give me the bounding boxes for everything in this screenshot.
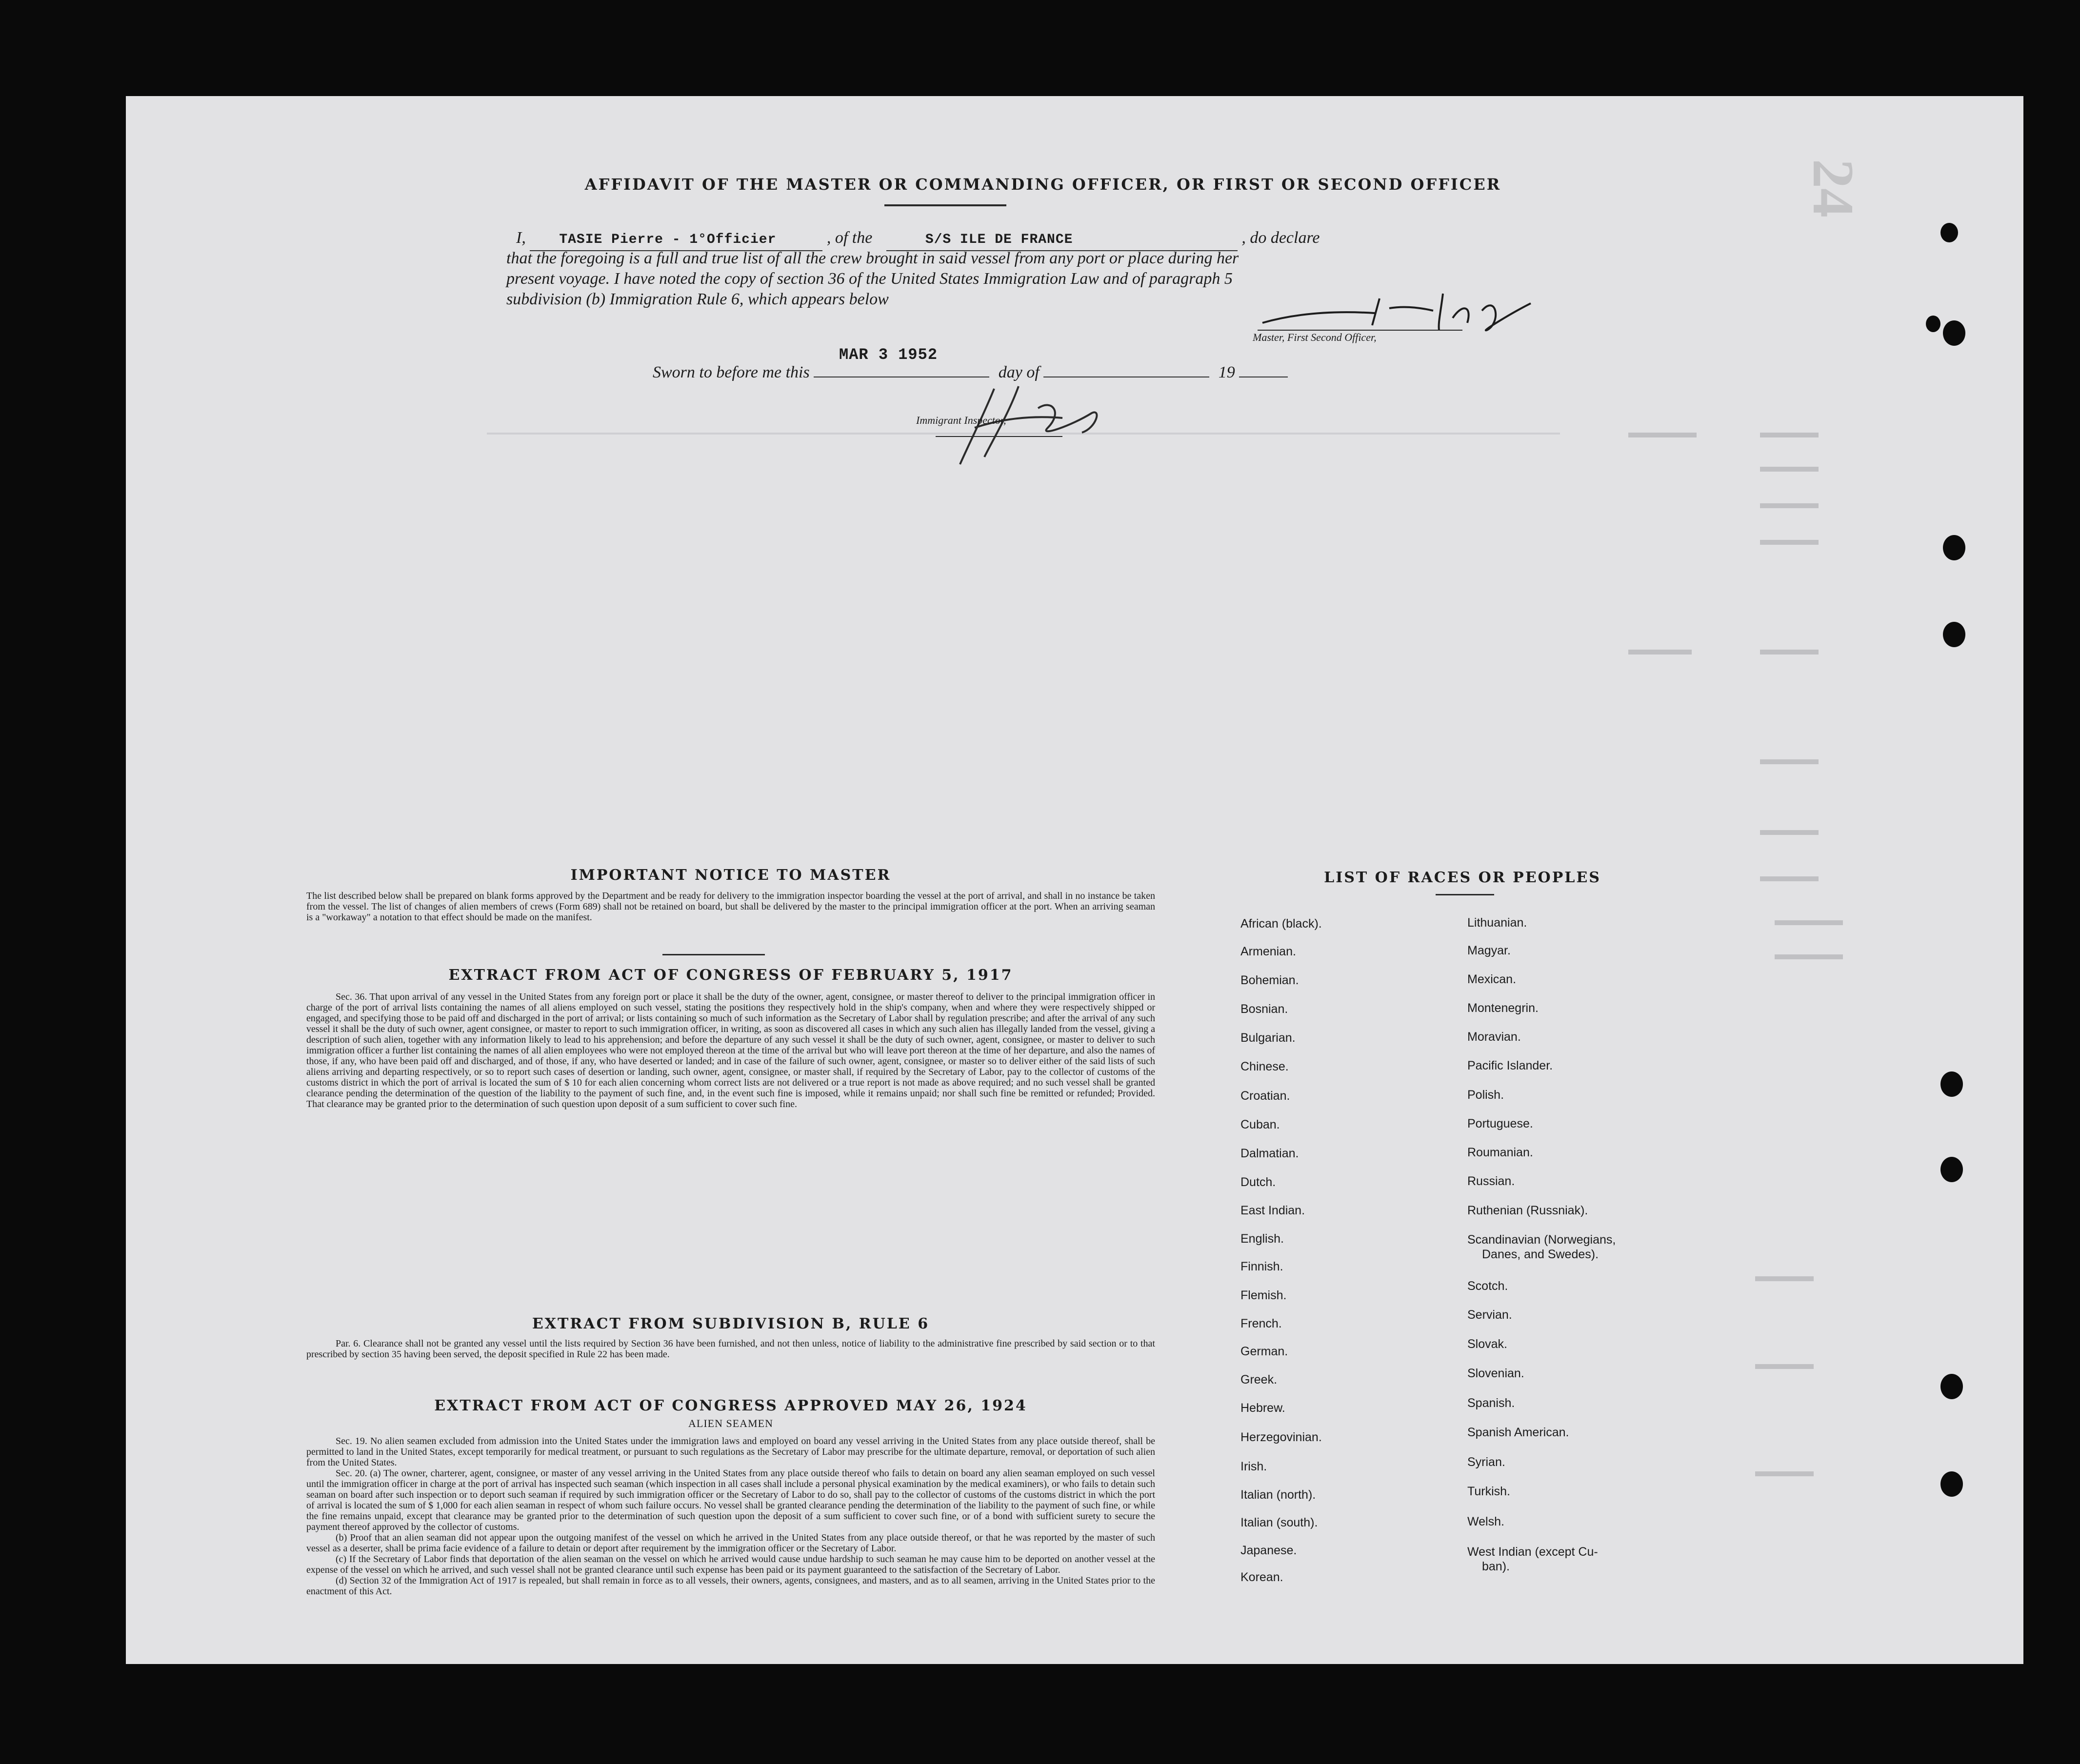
notice-section xyxy=(306,867,1155,923)
pronoun: I, xyxy=(516,229,526,247)
race-item: German. xyxy=(1240,1345,1288,1358)
affidavit-line-1 xyxy=(506,228,1320,251)
affidavit-line-3: present voyage. I have noted the copy of section 36 of the United States Immigration Law and of paragraph 5 xyxy=(506,270,1233,288)
bleed-through-line xyxy=(1760,650,1819,654)
race-item: Slovak. xyxy=(1467,1337,1507,1351)
race-item: Bohemian. xyxy=(1240,973,1299,987)
rule-6-body: Par. 6. Clearance shall not be granted any vessel until the lists required by Section 36 have been furnished, and not then unless, notice of liability to the administrative fine prescribed by said section or to that prescribed by section 35 having been served, the deposit specified in Rule 22 has been made. xyxy=(306,1338,1155,1360)
extract-1924-para-3: (b) Proof that an alien seaman did not appear upon the outgoing manifest of the vessel on which he arrived in the United States from any place outside thereof, or that he was reported by the master of such vessel as a deserter, shall be prima facie evidence of a failure to detain or deport after requirement by the immigration officer or the Secretary of Labor. xyxy=(306,1532,1155,1554)
bleed-through-line xyxy=(1755,1276,1814,1281)
race-item: Croatian. xyxy=(1240,1089,1290,1103)
race-item: Moravian. xyxy=(1467,1030,1521,1044)
race-item: Korean. xyxy=(1240,1570,1283,1584)
year-prefix: 19 xyxy=(1218,363,1235,381)
extract-1917-title: EXTRACT FROM ACT OF CONGRESS OF FEBRUARY 5, 1917 xyxy=(448,967,1013,984)
race-item: Roumanian. xyxy=(1467,1146,1533,1159)
bleed-through-line xyxy=(1628,650,1692,654)
race-item: Portuguese. xyxy=(1467,1117,1533,1130)
do-declare-text: , do declare xyxy=(1241,229,1320,247)
affidavit-line-2: that the foregoing is a full and true list of all the crew brought in said vessel from any port or place during her xyxy=(506,249,1239,267)
race-item: African (black). xyxy=(1240,917,1322,931)
race-item: Flemish. xyxy=(1240,1288,1287,1302)
race-item: Slovenian. xyxy=(1467,1367,1524,1380)
race-item: Finnish. xyxy=(1240,1260,1283,1273)
race-item: Pacific Islander. xyxy=(1467,1059,1553,1072)
race-item: French. xyxy=(1240,1317,1282,1330)
date-stamp: MAR 3 1952 xyxy=(839,346,938,364)
races-title: LIST OF RACES OR PEOPLES xyxy=(1324,869,1601,886)
race-item: Servian. xyxy=(1467,1308,1512,1322)
bleed-through-mark: 24 xyxy=(1801,159,1866,218)
race-item: Scandinavian (Norwegians, xyxy=(1467,1233,1616,1247)
declarant-name: TASIE Pierre - 1°Officier xyxy=(559,232,777,247)
bleed-through-line xyxy=(1755,1471,1814,1476)
bleed-through-line xyxy=(1760,876,1819,881)
section-divider xyxy=(662,954,765,955)
race-item: Irish. xyxy=(1240,1460,1267,1473)
document-sheet xyxy=(126,96,2023,1664)
race-item: Bulgarian. xyxy=(1240,1031,1296,1045)
declarant-name-field xyxy=(530,228,822,251)
race-item: Bosnian. xyxy=(1240,1002,1288,1016)
race-item: English. xyxy=(1240,1232,1284,1246)
races-title-rule xyxy=(1436,894,1494,895)
race-item: Italian (south). xyxy=(1240,1516,1318,1529)
race-item: Turkish. xyxy=(1467,1485,1510,1498)
punch-hole xyxy=(1940,223,1958,242)
punch-hole xyxy=(1940,1157,1963,1182)
bleed-through-line xyxy=(1628,433,1697,437)
race-item: Greek. xyxy=(1240,1373,1278,1387)
race-item: Syrian. xyxy=(1467,1455,1505,1469)
bleed-through-line xyxy=(1760,540,1819,545)
race-item: Herzegovinian. xyxy=(1240,1430,1322,1444)
extract-1924-para-2: Sec. 20. (a) The owner, charterer, agent, consignee, or master of any vessel arriving in the United States from any place outside thereof who fails to detain on board any alien seaman employed on such vessel until the immigration officer in charge at the port of arrival has inspected such seaman (which inspection in all cases shall include a personal physical examination by the medical examiners), or who fails to detain such seaman on board after such inspection or to deport such seaman if required by such immigration officer or the Secretary of Labor to do so, shall pay to the collector of customs of the customs district in which the port of arrival is located the sum of $ 1,000 for each alien seaman in respect of whom such failure occurs. No vessel shall be granted clearance pending the determination of the liability to the payment of such fine, or while the fine remains unpaid, except that clearance may be granted prior to the determination of such question upon the deposit of a sum sufficient to cover such fine, or of a bond with sufficient surety to secure the payment thereof approved by the collector of customs. xyxy=(306,1468,1155,1532)
race-item: Dalmatian. xyxy=(1240,1147,1299,1160)
vessel-name-field xyxy=(886,228,1238,251)
affidavit-title-rule xyxy=(884,204,1006,206)
race-item: Ruthenian (Russniak). xyxy=(1467,1204,1588,1217)
race-item: Lithuanian. xyxy=(1467,916,1527,930)
race-item: Dutch. xyxy=(1240,1175,1276,1189)
extract-1917-body: Sec. 36. That upon arrival of any vessel in the United States from any foreign port or place it shall be the duty of the owner, agent, consignee, or master thereof to deliver to the principal immigration officer in charge of the port of arrival lists containing the names of all aliens employed on such vessel, stating the positions they respectively hold in the ship's company, when and where they were respectively shipped or engaged, and specifying those to be paid off and discharged in the port of arrival; or lists containing so much of such information as the Secretary of Labor shall by regulation prescribe; and after the arrival of any such vessel it shall be the duty of such owner, agent consignee, or master to report to such immigration officer, in writing, as soon as discovered all cases in which any such alien has illegally landed from the vessel, giving a description of such alien, together with any information likely to lead to his apprehension; and before the departure of any such vessel it shall be the duty of such owner, agent, consignee, or master to deliver to such immigration officer a further list containing the names of all alien employees who were not employed thereon at the time of the arrival but who will leave port thereon at the time of her departure, and also the names of those, if any, who have been paid off and discharged, and of those, if any, who have deserted or landed; and in case of the failure of such owner, agent, consignee, or master so to deliver either of the said lists of such aliens arriving and departing respectively, or so to report such cases of desertion or landing, such owner, agent, consignee, or master shall, if required by the Secretary of Labor, pay to the collector of customs of the customs district in which the port of arrival is located the sum of $ 10 for each alien concerning whom correct lists are not delivered or a true report is not made as above required; and no such vessel shall be granted clearance pending the determination of the question of the liability to the payment of such fine, and, in the event such fine is imposed, while it remains unpaid; nor shall such fine be remitted or refunded; Provided. That clearance may be granted prior to the determination of such question upon deposit of a sum sufficient to cover such fine. xyxy=(306,991,1155,1110)
extract-1917-section xyxy=(306,967,1155,1110)
of-the-text: , of the xyxy=(826,229,873,247)
bleed-through-line xyxy=(1775,954,1843,959)
punch-hole xyxy=(1940,1071,1963,1097)
bleed-through-line xyxy=(1760,830,1819,835)
day-of-text: day of xyxy=(998,363,1040,381)
inspector-caption: Immigrant Inspector, xyxy=(916,414,1006,426)
race-item: Cuban. xyxy=(1240,1118,1280,1131)
extract-1924-para-1: Sec. 19. No alien seamen excluded from admission into the United States under the immigration laws and employed on board any vessel arriving in the United States from any place outside thereof, shall be permitted to land in the United States, except temporarily for medical treatment, or pursuant to such regulations as the Secretary of Labor may prescribe for the ultimate departure, removal, or deportation of such alien from the United States. xyxy=(306,1436,1155,1468)
punch-hole xyxy=(1943,622,1965,647)
race-item: East Indian. xyxy=(1240,1204,1305,1217)
affidavit-title: AFFIDAVIT OF THE MASTER OR COMMANDING OFFICER, OR FIRST OR SECOND OFFICER xyxy=(584,175,1501,194)
notice-title: IMPORTANT NOTICE TO MASTER xyxy=(570,867,891,884)
rule-6-title: EXTRACT FROM SUBDIVISION B, RULE 6 xyxy=(532,1315,930,1332)
race-item: Scotch. xyxy=(1467,1279,1508,1293)
bleed-through-line xyxy=(1760,759,1819,764)
race-item: Russian. xyxy=(1467,1174,1515,1188)
rule-6-section xyxy=(306,1315,1155,1360)
race-item: Chinese. xyxy=(1240,1060,1289,1073)
race-item: Mexican. xyxy=(1467,972,1517,986)
extract-1924-title: EXTRACT FROM ACT OF CONGRESS APPROVED MAY 26, 1924 xyxy=(434,1397,1027,1414)
race-item: Hebrew. xyxy=(1240,1401,1285,1415)
vessel-name: S/S ILE DE FRANCE xyxy=(925,232,1073,247)
race-item: Danes, and Swedes). xyxy=(1482,1248,1599,1261)
race-item: Italian (north). xyxy=(1240,1488,1316,1502)
bleed-through-line xyxy=(1775,920,1843,925)
punch-hole xyxy=(1926,316,1940,332)
affidavit-line-4: subdivision (b) Immigration Rule 6, which appears below xyxy=(506,290,889,308)
alien-seamen-subtitle: ALIEN SEAMEN xyxy=(688,1417,773,1429)
extract-1924-para-5: (d) Section 32 of the Immigration Act of 1917 is repealed, but shall remain in force as to all vessels, their owners, agents, consignees, and masters, and as to all seamen, arriving in the United States prior to the enactment of this Act. xyxy=(306,1575,1155,1597)
race-item: Spanish American. xyxy=(1467,1426,1569,1439)
race-item: Armenian. xyxy=(1240,945,1296,958)
bleed-through-line xyxy=(1760,503,1819,508)
bleed-through-line xyxy=(1760,467,1819,472)
race-item: Japanese. xyxy=(1240,1544,1297,1557)
extract-1924-section xyxy=(306,1397,1155,1597)
race-item: Montenegrin. xyxy=(1467,1001,1539,1015)
bleed-through-line xyxy=(1760,433,1819,437)
punch-hole xyxy=(1943,535,1965,560)
race-item: Spanish. xyxy=(1467,1396,1515,1410)
punch-hole xyxy=(1940,1471,1963,1497)
officer-caption: Master, First Second Officer, xyxy=(1253,331,1377,343)
race-item: ban). xyxy=(1482,1560,1510,1573)
race-item: Polish. xyxy=(1467,1088,1504,1102)
bleed-through-line xyxy=(1755,1364,1814,1369)
extract-1924-para-4: (c) If the Secretary of Labor finds that deportation of the alien seaman on the vessel on which he arrived would cause undue hardship to such seaman he may cause him to be deported on another vessel at the expense of the vessel on which he arrived, and such vessel shall not be granted clearance until such expense has been paid or its payment guaranteed to the satisfaction of the Secretary of Labor. xyxy=(306,1554,1155,1575)
notice-body: The list described below shall be prepared on blank forms approved by the Department and be ready for delivery to the immigration inspector boarding the vessel at the port of arrival, and shall in no instance be taken from the vessel. The list of changes of alien members of crews (Form 689) shall not be retained on board, but shall be delivered by the master to the principal immigration officer at the port. When an arriving seaman is a "workaway" a notation to that effect should be made on the manifest. xyxy=(306,891,1155,923)
punch-hole xyxy=(1940,1374,1963,1399)
race-item: Welsh. xyxy=(1467,1515,1504,1528)
race-item: Magyar. xyxy=(1467,944,1511,957)
punch-hole xyxy=(1943,320,1965,346)
sworn-prefix: Sworn to before me this xyxy=(653,363,810,381)
race-item: West Indian (except Cu- xyxy=(1467,1545,1598,1559)
